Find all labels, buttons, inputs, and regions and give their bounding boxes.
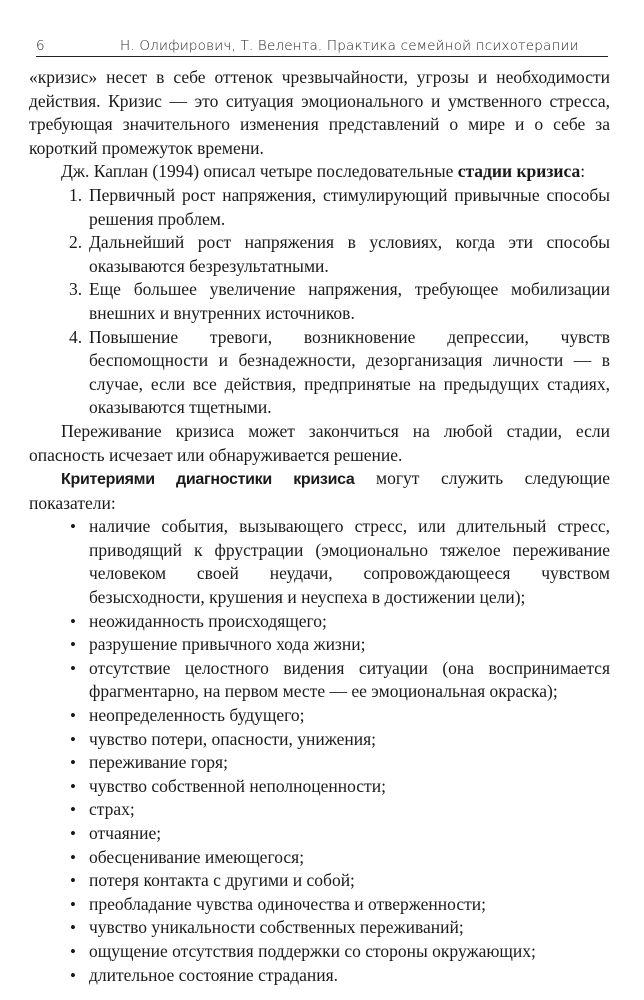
criterion-text: наличие события, вызывающего стресс, или длительный стресс, приводящий к фрустрации (эмоционально тяжелое переживание человеком своей неудачи, сопровождающееся чувством безысходности, крушения и неуспеха в достижении цели); xyxy=(89,516,610,608)
bullet-icon: • xyxy=(70,894,76,914)
stage-number: 3. xyxy=(69,279,83,300)
stage-item xyxy=(69,278,610,325)
bullet-icon: • xyxy=(70,706,76,726)
paragraph-crisis-outcome: Переживание кризиса может закончиться на любой стадии, если опасность исчезает или обнаруживается решение. xyxy=(29,420,610,465)
stage-text: Первичный рост напряжения, стимулирующий привычные способы решения проблем. xyxy=(89,184,610,229)
stage-item xyxy=(69,326,610,420)
criterion-text: преобладание чувства одиночества и отверженности; xyxy=(89,893,486,914)
running-header xyxy=(36,32,608,57)
criterion-item xyxy=(69,822,610,846)
stage-number: 2. xyxy=(69,232,83,253)
criterion-item xyxy=(69,940,610,964)
bullet-icon: • xyxy=(70,965,76,985)
bullet-icon: • xyxy=(70,611,76,631)
criterion-item xyxy=(69,704,610,728)
criterion-item xyxy=(69,893,610,917)
crisis-criteria-list xyxy=(69,515,610,987)
criterion-item xyxy=(69,657,610,704)
bullet-icon: • xyxy=(70,824,76,843)
paragraph-crisis-definition: «кризис» несет в себе оттенок чрезвычайности, угрозы и необходимости действия. Кризис — это ситуация эмоционального и умственного стресса, требующая значительного изменения представлений о мире и о себе за короткий промежуток времени. xyxy=(29,67,610,158)
bullet-icon: • xyxy=(70,918,76,938)
bullet-icon: • xyxy=(70,847,76,867)
bullet-icon: • xyxy=(70,941,76,961)
criterion-item xyxy=(69,515,610,609)
running-title: Н. Олифирович, Т. Велента. Практика семейной психотерапии xyxy=(120,38,579,54)
criterion-item xyxy=(69,633,610,657)
criterion-text: обесценивание имеющегося; xyxy=(89,846,305,867)
criterion-text: отчаяние; xyxy=(89,823,162,843)
criterion-item xyxy=(69,610,610,634)
stage-number: 1. xyxy=(69,184,83,205)
criterion-item xyxy=(69,916,610,940)
paragraph-caplan-stages: Дж. Каплан (1994) описал четыре последовательные стадии кризиса: xyxy=(61,161,586,182)
criterion-text: неопределенность будущего; xyxy=(89,705,305,726)
criterion-item xyxy=(69,775,610,799)
criterion-text: переживание горя; xyxy=(89,752,228,773)
criterion-text: чувство собственной неполноценности; xyxy=(89,775,386,796)
criterion-item xyxy=(69,964,610,988)
stage-text: Повышение тревоги, возникновение депрессии, чувств беспомощности и безнадежности, дезорганизация личности — в случае, если все действия, предпринятые на предыдущих стадиях, оказываются тщетными. xyxy=(89,326,610,418)
bullet-icon: • xyxy=(70,871,76,891)
bullet-icon: • xyxy=(70,729,76,749)
stage-text: Еще большее увеличение напряжения, требующее мобилизации внешних и внутренних источников. xyxy=(89,279,610,323)
criterion-text: отсутствие целостного видения ситуации (она воспринимается фрагментарно, на первом месте — ее эмоциональная окраска); xyxy=(89,657,610,702)
crisis-stages-list xyxy=(69,184,610,420)
criterion-text: ощущение отсутствия поддержки со стороны окружающих; xyxy=(89,940,536,961)
bullet-icon: • xyxy=(70,753,76,773)
page-body xyxy=(29,66,610,987)
criterion-item xyxy=(69,728,610,752)
bullet-icon: • xyxy=(70,635,76,655)
criterion-item xyxy=(69,751,610,775)
bullet-icon: • xyxy=(70,658,76,678)
bullet-icon: • xyxy=(70,517,76,537)
stage-number: 4. xyxy=(69,326,83,347)
criterion-text: чувство уникальности собственных переживаний; xyxy=(89,917,464,938)
criterion-text: разрушение привычного хода жизни; xyxy=(89,634,366,655)
bold-term-crisis-stages: стадии кризиса xyxy=(457,161,581,182)
criterion-item xyxy=(69,869,610,893)
criterion-text: чувство потери, опасности, унижения; xyxy=(89,728,377,749)
page-number: 6 xyxy=(36,38,45,54)
criterion-text: длительное состояние страдания. xyxy=(89,964,339,985)
bullet-icon: • xyxy=(70,776,76,796)
paragraph-diagnostic-criteria: Критериями диагностики кризиса могут служить следующие показатели: xyxy=(29,468,610,513)
stage-item xyxy=(69,231,610,278)
criterion-item xyxy=(69,798,610,822)
stage-text: Дальнейший рост напряжения в условиях, когда эти способы оказываются безрезультатными. xyxy=(89,232,610,276)
stage-item xyxy=(69,184,610,231)
criterion-text: неожиданность происходящего; xyxy=(89,610,327,631)
criterion-text: страх; xyxy=(89,799,135,820)
bold-term-diagnostic-criteria: Критериями диагностики кризиса xyxy=(61,471,355,489)
criterion-item xyxy=(69,846,610,870)
bullet-icon: • xyxy=(70,800,76,820)
criterion-text: потеря контакта с другими и собой; xyxy=(89,870,355,891)
